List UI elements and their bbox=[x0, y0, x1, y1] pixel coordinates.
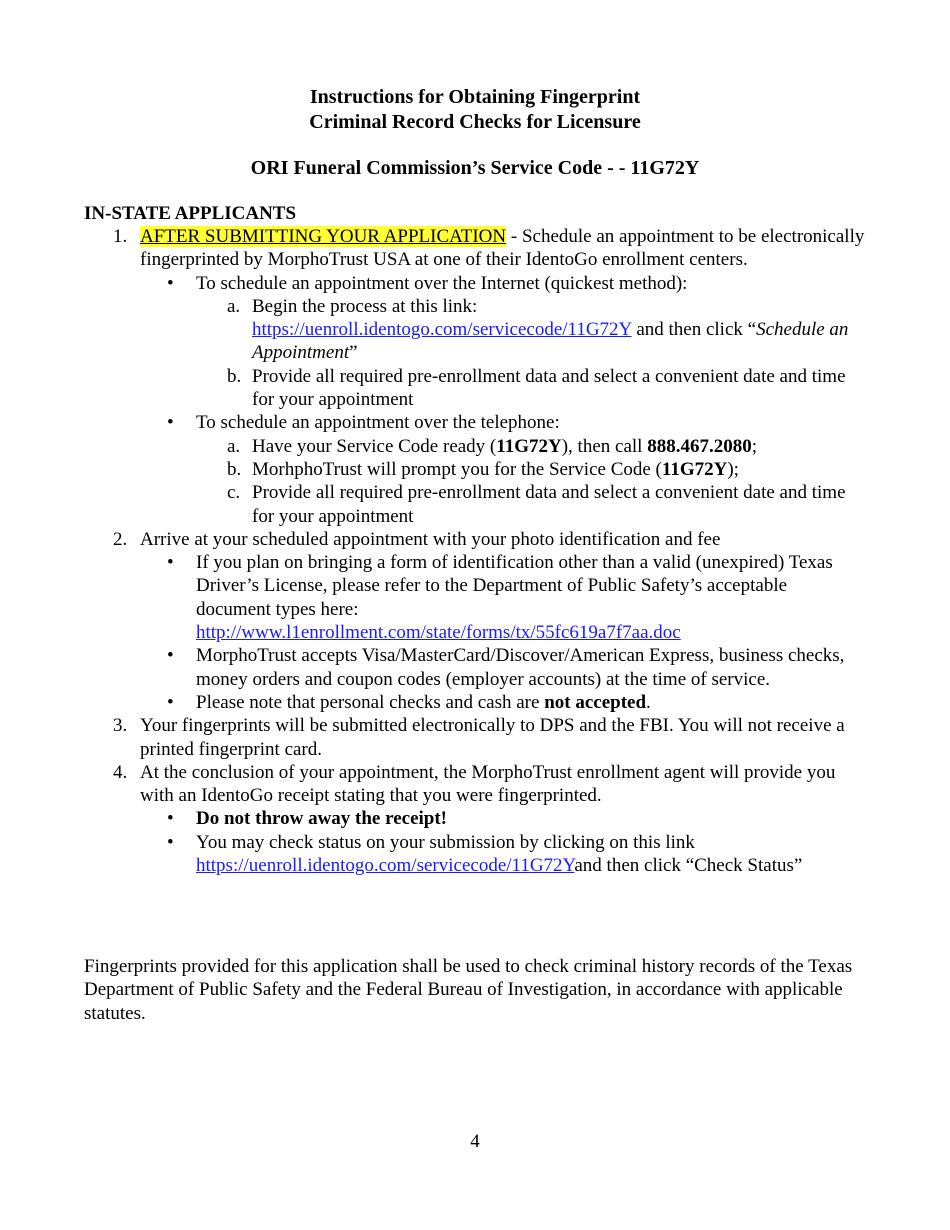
phone-step-c: c. Provide all required pre-enrollment data and select a convenient date and time for your appointment bbox=[227, 482, 846, 527]
bullet-dot-icon: • bbox=[167, 808, 174, 830]
phone-number: 888.467.2080 bbox=[647, 435, 752, 457]
internet-step-a: a. Begin the process at this link: https://uenroll.identogo.com/servicecode/11G72Y and then click “Schedule an Appointment” bbox=[227, 295, 849, 364]
schedule-link[interactable]: https://uenroll.identogo.com/servicecode/11G72Y bbox=[252, 319, 632, 341]
section-heading: IN-STATE APPLICANTS bbox=[84, 203, 297, 224]
service-code-title: ORI Funeral Commission’s Service Code - - 11G72Y bbox=[250, 157, 700, 179]
page-number: 4 bbox=[470, 1131, 480, 1152]
numbered-list bbox=[0, 225, 950, 877]
bullet-dot-icon: • bbox=[167, 412, 174, 434]
step-number: 2. bbox=[113, 528, 128, 550]
bullet-check-status: • You may check status on your submission by clicking on this link https://uenroll.identogo.com/servicecode/11G72Yand then click “Check Status” bbox=[167, 831, 803, 877]
service-code: 11G72Y bbox=[661, 458, 728, 480]
bullet-dot-icon: • bbox=[167, 645, 174, 667]
step-1-text: AFTER SUBMITTING YOUR APPLICATION - Schedule an appointment to be electronically fingerprinted by MorphoTrust USA at one of their IdentoGo enrollment centers. bbox=[140, 226, 865, 271]
document-types-link[interactable]: http://www.l1enrollment.com/state/forms/tx/55fc619a7f7aa.doc bbox=[196, 622, 681, 644]
bullet-dot-icon: • bbox=[167, 272, 174, 294]
step-3: 3. Your fingerprints will be submitted electronically to DPS and the FBI. You will not receive a printed fingerprint card. bbox=[113, 715, 845, 760]
bullet-dot-icon: • bbox=[167, 552, 174, 574]
step-4: 4. At the conclusion of your appointment, the MorphoTrust enrollment agent will provide you with an IdentoGo receipt stating that you were fingerprinted. • Do not throw away the receipt! • You may check status on your submission by clicking on this link https://uenroll.identogo.com/servicecode/11G72Yand then click “Check Status” bbox=[0, 761, 950, 877]
bullet-identification: • If you plan on bringing a form of identification other than a valid (unexpired) Texas Driver’s License, please refer to the Department of Public Safety’s acceptable document types here: http://www.l1enrollment.com/state/forms/tx/55fc619a7f7aa.doc bbox=[167, 552, 833, 644]
service-code: 11G72Y bbox=[496, 435, 562, 457]
bullet-dot-icon: • bbox=[167, 691, 174, 713]
title-line-2: Criminal Record Checks for Licensure bbox=[309, 111, 641, 133]
step-number: 4. bbox=[113, 761, 128, 783]
bullet-payment: • MorphoTrust accepts Visa/MasterCard/Discover/American Express, business checks, money orders and coupon codes (employer accounts) at the time of service. bbox=[167, 645, 845, 690]
step-1 bbox=[0, 225, 950, 528]
highlighted-text: AFTER SUBMITTING YOUR APPLICATION bbox=[140, 226, 507, 247]
closing-paragraph: Fingerprints provided for this application shall be used to check criminal history records of the Texas Department of Public Safety and the Federal Bureau of Investigation, in accordance with applicable statutes. bbox=[84, 956, 853, 1024]
step-number: 3. bbox=[113, 715, 128, 737]
bullet-internet: • To schedule an appointment over the Internet (quickest method): a. Begin the process at this link: https://uenroll.identogo.com/servicecode/11G72Y and then click “Schedule an Appointment” b. Provide all required pre-enrollment data and select a convenient date and time for your appointment bbox=[140, 272, 866, 412]
bullet-receipt: • Do not throw away the receipt! bbox=[167, 808, 448, 830]
check-status-link[interactable]: https://uenroll.identogo.com/servicecode/11G72Y bbox=[196, 855, 575, 877]
phone-step-b: b. MorhphoTrust will prompt you for the Service Code (11G72Y); bbox=[227, 458, 739, 480]
step-2: 2. Arrive at your scheduled appointment with your photo identification and fee • If you plan on bringing a form of identification other than a valid (unexpired) Texas Driver’s License, please refer to the Department of Public Safety’s acceptable document types here: http://www.l1enrollment.com/state/forms/tx/55fc619a7f7aa.doc • MorphoTrust accepts Visa/MasterCard/Discover/American Express, business checks, money orders and coupon codes (employer accounts) at the time of service. • Please note that personal checks and cash are not accepted. bbox=[0, 528, 950, 714]
phone-step-a: a. Have your Service Code ready (11G72Y), then call 888.467.2080; bbox=[227, 435, 757, 457]
step-number: 1. bbox=[113, 226, 128, 247]
bullet-dot-icon: • bbox=[167, 831, 174, 853]
step-1-bullets bbox=[140, 272, 866, 528]
title-line-1: Instructions for Obtaining Fingerprint bbox=[309, 86, 641, 108]
internet-step-b: b. Provide all required pre-enrollment data and select a convenient date and time for your appointment bbox=[227, 365, 846, 411]
bullet-not-accepted: • Please note that personal checks and cash are not accepted. bbox=[167, 691, 651, 713]
bullet-telephone: • To schedule an appointment over the telephone: a. Have your Service Code ready (11G72Y), then call 888.467.2080; b. MorhphoTrust will prompt you for the Service Code (11G72Y); c. Provide all required pre-enrollment data and select a convenient date and time for your appointment bbox=[140, 411, 866, 527]
